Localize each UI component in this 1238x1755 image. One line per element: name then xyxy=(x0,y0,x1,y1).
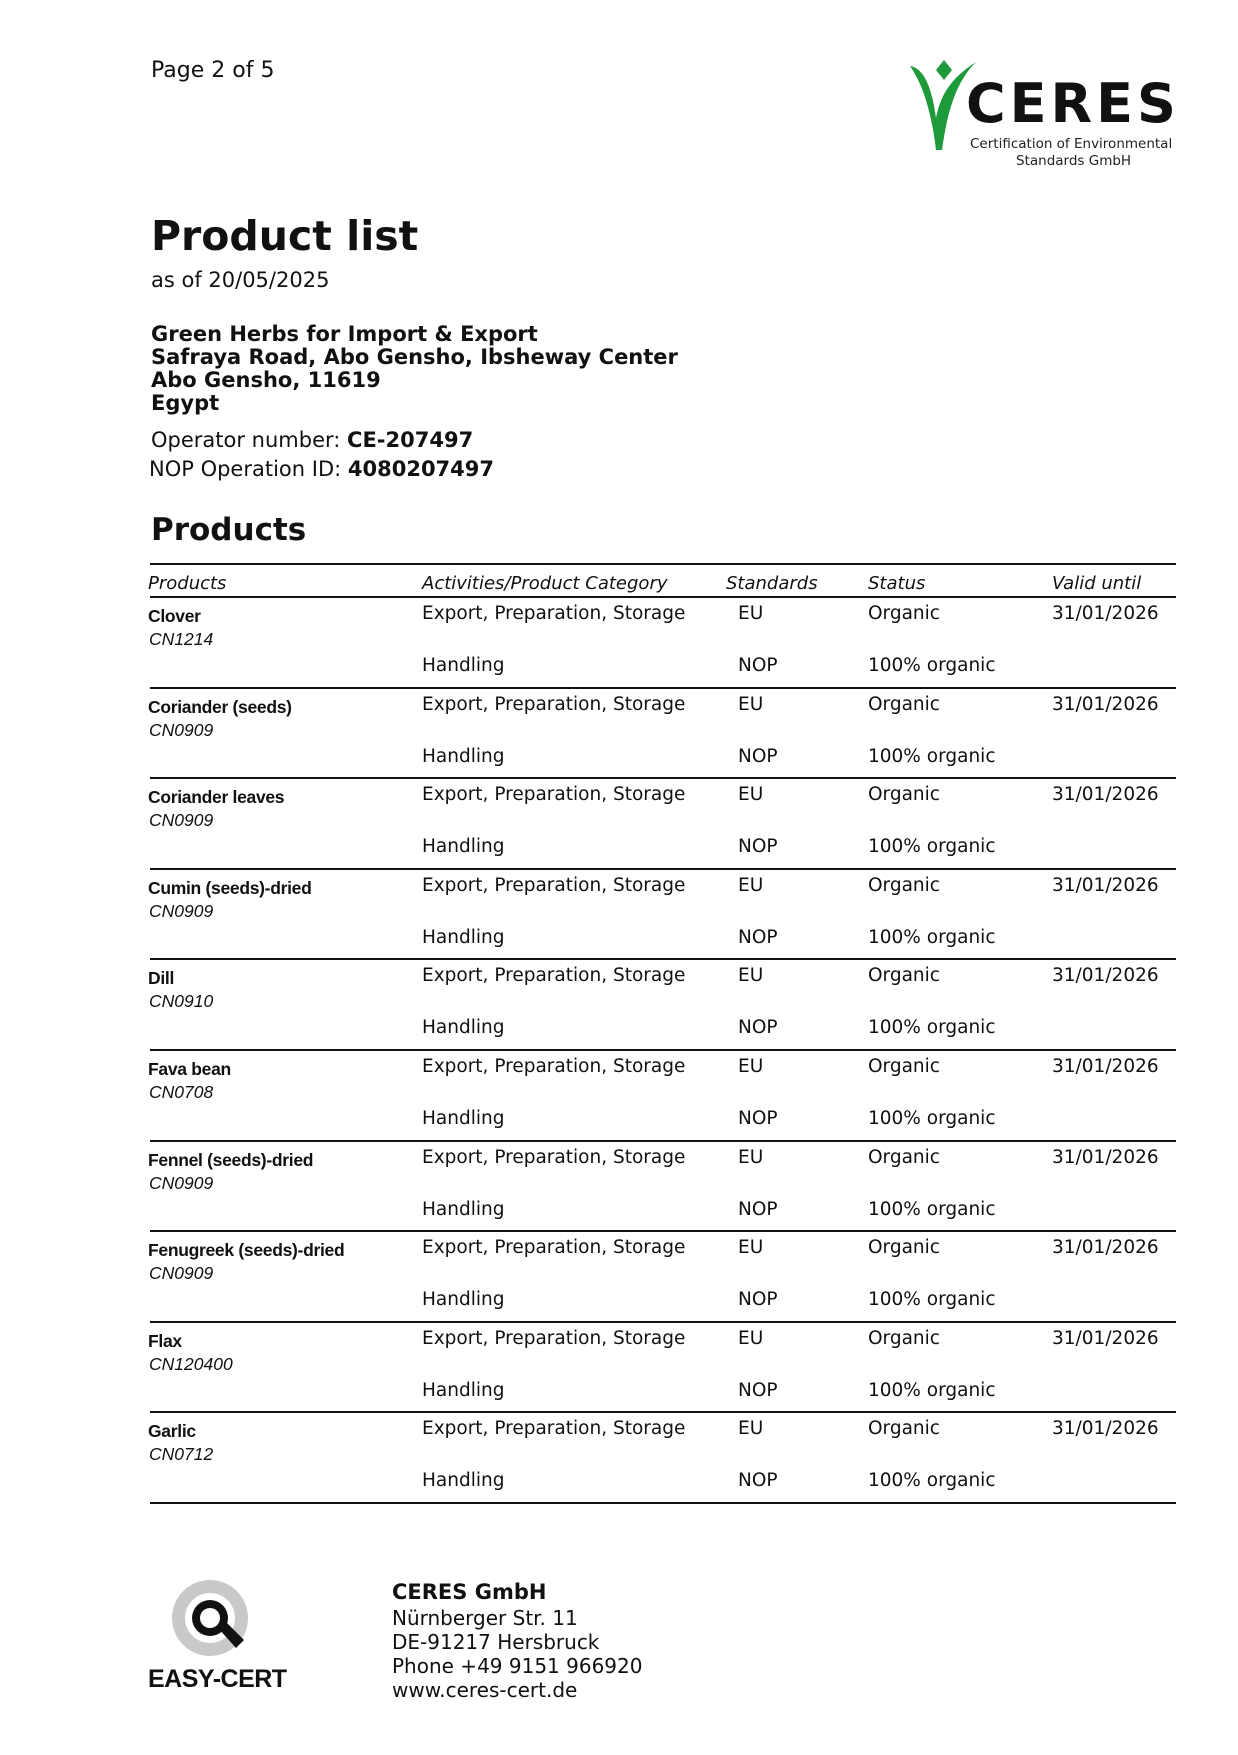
logo-brand-text: CERES xyxy=(966,72,1180,135)
product-code: CN0909 xyxy=(149,1172,214,1193)
nop-operation-id-label: NOP Operation ID: xyxy=(149,457,342,481)
table-row xyxy=(150,1232,1176,1323)
logo-tagline: Standards GmbH xyxy=(1016,153,1132,169)
status: 100% organic xyxy=(868,1017,996,1039)
valid-until: 31/01/2026 xyxy=(1052,1056,1159,1077)
valid-until: 31/01/2026 xyxy=(1052,1146,1159,1168)
status: 100% organic xyxy=(868,1289,996,1311)
product-name: Flax xyxy=(148,1330,182,1351)
column-header-standards: Standards xyxy=(726,573,818,594)
operator-address: Safraya Road, Abo Gensho, Ibsheway Center xyxy=(151,345,678,369)
activity-category: Export, Preparation, Storage xyxy=(422,784,686,806)
table-row xyxy=(150,1323,1176,1414)
standard: EU xyxy=(738,965,764,987)
operator-address: Abo Gensho, 11619 xyxy=(151,368,381,392)
standard: NOP xyxy=(738,926,778,948)
status: 100% organic xyxy=(868,1470,996,1492)
status: Organic xyxy=(868,603,940,624)
status: Organic xyxy=(868,1327,940,1349)
page-title: Product list xyxy=(151,212,419,260)
standard: EU xyxy=(738,1418,764,1440)
column-header-activities: Activities/Product Category xyxy=(422,573,668,594)
operator-name: Green Herbs for Import & Export xyxy=(151,322,538,346)
product-code: CN0712 xyxy=(149,1444,214,1465)
standard: EU xyxy=(738,693,764,715)
valid-until: 31/01/2026 xyxy=(1052,1418,1159,1440)
status: Organic xyxy=(868,965,940,987)
product-code: CN1214 xyxy=(149,629,214,649)
logo-tagline: Certification of Environmental xyxy=(970,136,1173,152)
activity-category: Export, Preparation, Storage xyxy=(422,1418,686,1440)
product-code: CN120400 xyxy=(149,1353,233,1374)
standard: NOP xyxy=(738,1108,778,1129)
standard: EU xyxy=(738,1146,764,1168)
activity-category: Handling xyxy=(422,1017,505,1039)
status: Organic xyxy=(868,874,940,896)
footer-phone: Phone +49 9151 966920 xyxy=(392,1654,643,1678)
standard: NOP xyxy=(738,1017,778,1039)
operator-number-label: Operator number: xyxy=(151,428,341,452)
activity-category: Handling xyxy=(422,1198,505,1220)
product-name: Cumin (seeds)-dried xyxy=(148,877,312,898)
standard: EU xyxy=(738,603,764,624)
status: 100% organic xyxy=(868,655,996,676)
activity-category: Handling xyxy=(422,655,505,676)
table-row xyxy=(150,1413,1176,1504)
activity-category: Export, Preparation, Storage xyxy=(422,874,686,896)
table-row xyxy=(150,779,1176,870)
footer-company: CERES GmbH xyxy=(392,1580,547,1604)
standard: NOP xyxy=(738,1289,778,1311)
activity-category: Export, Preparation, Storage xyxy=(422,1237,686,1259)
table-row xyxy=(150,689,1176,780)
product-code: CN0909 xyxy=(149,900,214,921)
status: 100% organic xyxy=(868,1379,996,1401)
nop-operation-id-value: 4080207497 xyxy=(347,457,495,481)
product-name: Clover xyxy=(148,606,201,626)
status: Organic xyxy=(868,1146,940,1168)
activity-category: Handling xyxy=(422,1470,505,1492)
standard: EU xyxy=(738,784,764,806)
operator-number xyxy=(151,428,473,452)
status: 100% organic xyxy=(868,1198,996,1220)
table-row xyxy=(150,960,1176,1051)
standard: NOP xyxy=(738,1379,778,1401)
product-name: Fennel (seeds)-dried xyxy=(148,1149,314,1170)
product-code: CN0909 xyxy=(149,719,214,740)
table-row xyxy=(150,1142,1176,1233)
standard: EU xyxy=(738,1237,764,1259)
status: Organic xyxy=(868,693,940,715)
operator-number-value: CE-207497 xyxy=(347,428,474,452)
standard: EU xyxy=(738,874,764,896)
easy-cert-text: EASY-CERT xyxy=(148,1665,287,1693)
product-name: Fenugreek (seeds)-dried xyxy=(148,1240,345,1261)
product-code: CN0909 xyxy=(149,1263,214,1284)
column-header-valid-until: Valid until xyxy=(1052,573,1142,594)
activity-category: Export, Preparation, Storage xyxy=(422,1327,686,1349)
product-name: Garlic xyxy=(148,1421,196,1442)
standard: EU xyxy=(738,1056,764,1077)
activity-category: Handling xyxy=(422,926,505,948)
table-row xyxy=(150,1051,1176,1142)
product-name: Coriander (seeds) xyxy=(148,696,292,717)
status: 100% organic xyxy=(868,1108,996,1129)
status: Organic xyxy=(868,784,940,806)
page-number: Page 2 of 5 xyxy=(151,58,275,83)
activity-category: Export, Preparation, Storage xyxy=(422,965,686,987)
table-rule xyxy=(150,1502,1176,1504)
activity-category: Handling xyxy=(422,745,505,767)
status: 100% organic xyxy=(868,836,996,858)
activity-category: Export, Preparation, Storage xyxy=(422,1056,686,1077)
footer-website: www.ceres-cert.de xyxy=(392,1678,578,1702)
table-row xyxy=(150,598,1176,689)
status: 100% organic xyxy=(868,745,996,767)
status: Organic xyxy=(868,1237,940,1259)
standard: NOP xyxy=(738,1198,778,1220)
activity-category: Handling xyxy=(422,1108,505,1129)
ceres-logo xyxy=(906,58,1182,168)
as-of-date: as of 20/05/2025 xyxy=(151,268,330,292)
standard: NOP xyxy=(738,655,778,676)
product-name: Dill xyxy=(148,968,175,989)
valid-until: 31/01/2026 xyxy=(1052,603,1159,624)
products-heading: Products xyxy=(151,512,307,548)
table-rule xyxy=(150,563,1176,565)
standard: NOP xyxy=(738,836,778,858)
nop-operation-id xyxy=(149,457,494,481)
activity-category: Handling xyxy=(422,1379,505,1401)
activity-category: Export, Preparation, Storage xyxy=(422,603,686,624)
standard: NOP xyxy=(738,1470,778,1492)
product-name: Fava bean xyxy=(148,1059,231,1079)
activity-category: Handling xyxy=(422,836,505,858)
product-code: CN0910 xyxy=(149,991,214,1012)
activity-category: Export, Preparation, Storage xyxy=(422,693,686,715)
column-header-products: Products xyxy=(148,573,227,594)
product-name: Coriander leaves xyxy=(148,787,285,808)
column-header-status: Status xyxy=(868,573,926,594)
valid-until: 31/01/2026 xyxy=(1052,874,1159,896)
valid-until: 31/01/2026 xyxy=(1052,1237,1159,1259)
table-row xyxy=(150,870,1176,961)
magnifier-icon xyxy=(166,1578,266,1668)
activity-category: Handling xyxy=(422,1289,505,1311)
footer-city: DE-91217 Hersbruck xyxy=(392,1630,600,1654)
standard: NOP xyxy=(738,745,778,767)
product-code: CN0708 xyxy=(149,1082,214,1102)
status: 100% organic xyxy=(868,926,996,948)
valid-until: 31/01/2026 xyxy=(1052,784,1159,806)
valid-until: 31/01/2026 xyxy=(1052,1327,1159,1349)
valid-until: 31/01/2026 xyxy=(1052,693,1159,715)
standard: EU xyxy=(738,1327,764,1349)
operator-country: Egypt xyxy=(151,391,220,415)
status: Organic xyxy=(868,1056,940,1077)
status: Organic xyxy=(868,1418,940,1440)
activity-category: Export, Preparation, Storage xyxy=(422,1146,686,1168)
valid-until: 31/01/2026 xyxy=(1052,965,1159,987)
easy-cert-logo xyxy=(148,1578,288,1698)
product-code: CN0909 xyxy=(149,810,214,831)
footer-street: Nürnberger Str. 11 xyxy=(392,1606,578,1630)
